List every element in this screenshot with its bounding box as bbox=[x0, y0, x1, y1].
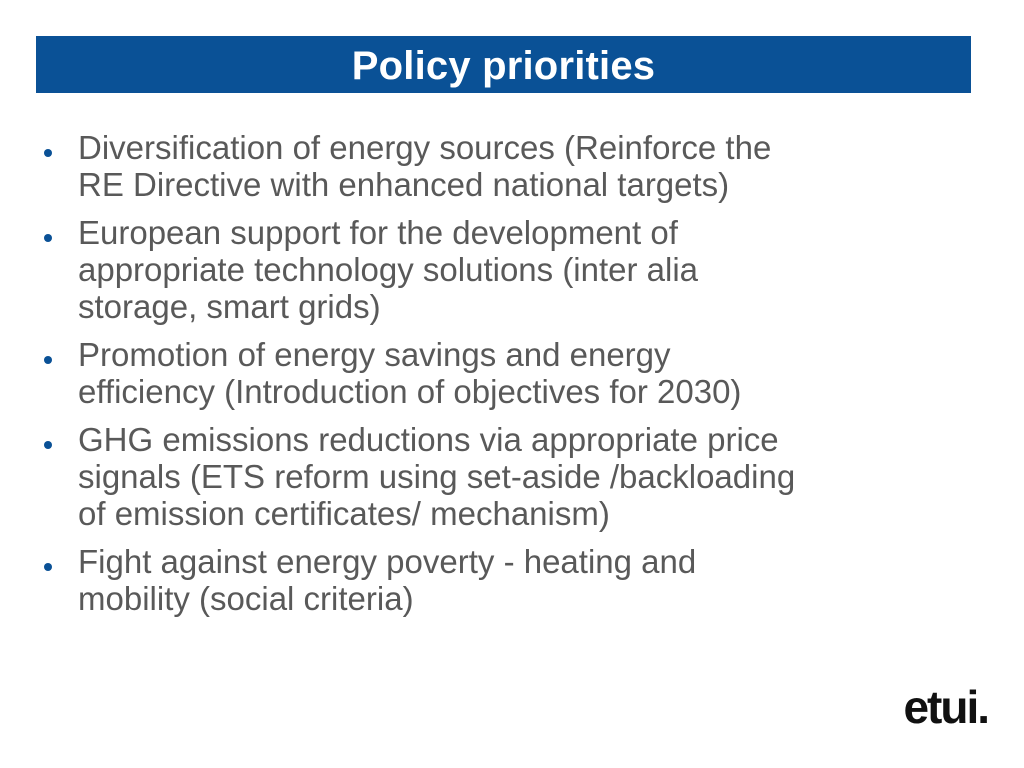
bullet-text: Diversification of energy sources (Reinforce the RE Directive with enhanced national targets) bbox=[78, 129, 772, 203]
bullet-dot-icon bbox=[44, 149, 52, 157]
bullet-text: GHG emissions reductions via appropriate price signals (ETS reform using set-aside /backloading of emission certificates/ mechanism) bbox=[78, 421, 796, 532]
bullet-list bbox=[40, 129, 970, 628]
bullet-text: Fight against energy poverty - heating and mobility (social criteria) bbox=[78, 543, 697, 617]
bullet-dot-icon bbox=[44, 356, 52, 364]
list-item bbox=[40, 214, 970, 325]
slide-title: Policy priorities bbox=[351, 43, 656, 88]
list-item bbox=[40, 543, 970, 617]
title-bar bbox=[36, 36, 971, 93]
bullet-dot-icon bbox=[44, 441, 52, 449]
list-item bbox=[40, 336, 970, 410]
etui-logo: etui. bbox=[903, 681, 988, 733]
list-item bbox=[40, 129, 970, 203]
bullet-text: Promotion of energy savings and energy efficiency (Introduction of objectives for 2030) bbox=[78, 336, 742, 410]
bullet-text: European support for the development of appropriate technology solutions (inter alia storage, smart grids) bbox=[78, 214, 699, 325]
list-item bbox=[40, 421, 970, 532]
bullet-dot-icon bbox=[44, 563, 52, 571]
bullet-dot-icon bbox=[44, 234, 52, 242]
